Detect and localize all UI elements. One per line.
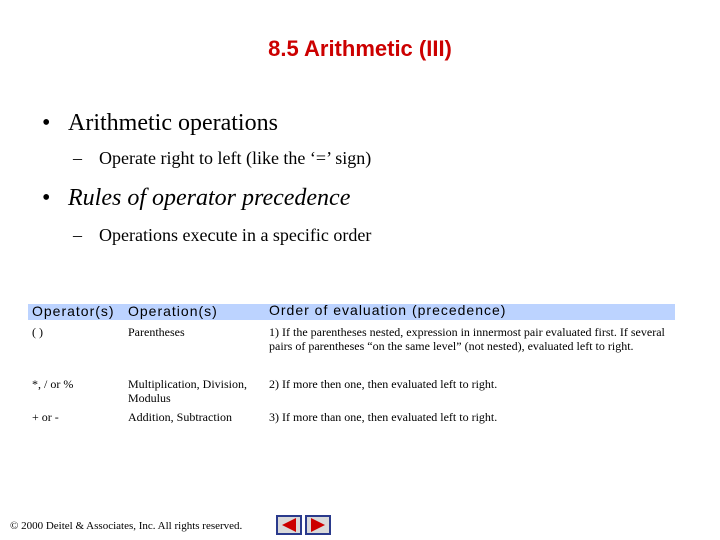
table-row: [28, 325, 675, 377]
sub-bullet-text: Operations execute in a specific order: [99, 225, 372, 245]
cell-operation: Parentheses: [128, 325, 185, 339]
cell-order: 2) If more then one, then evaluated left to right.: [269, 377, 498, 391]
right-arrow-icon: [305, 515, 331, 535]
bullet-text: Arithmetic operations: [68, 110, 278, 136]
table-row: [28, 410, 675, 426]
sub-bullet-specific-order: [73, 225, 371, 246]
cell-operator: + or -: [32, 410, 59, 424]
bullet-marker: •: [42, 110, 51, 136]
header-operations: Operation(s): [128, 303, 218, 319]
slide-title: 8.5 Arithmetic (III): [268, 36, 452, 61]
bullet-arithmetic-operations: [42, 110, 278, 137]
header-order: Order of evaluation (precedence): [269, 302, 507, 318]
table-header: [28, 304, 675, 320]
previous-slide-button[interactable]: [276, 515, 302, 535]
cell-operation: Addition, Subtraction: [128, 410, 232, 424]
bullet-marker: •: [42, 185, 51, 211]
cell-operation: Multiplication, Division, Modulus: [128, 377, 247, 405]
sub-bullet-marker: –: [73, 148, 82, 168]
sub-bullet-operate-right-to-left: [73, 148, 371, 169]
next-slide-button[interactable]: [305, 515, 331, 535]
bullet-operator-precedence: [42, 185, 350, 212]
cell-operator: *, / or %: [32, 377, 74, 391]
copyright-footer: © 2000 Deitel & Associates, Inc. All rights reserved.: [10, 520, 243, 532]
table-row: [28, 377, 675, 410]
cell-operator: ( ): [32, 325, 43, 339]
left-arrow-icon: [276, 515, 302, 535]
sub-bullet-marker: –: [73, 225, 82, 245]
cell-order: 1) If the parentheses nested, expression in innermost pair evaluated first. If several pairs of parentheses “on the same level” (not nested), evaluated left to right.: [269, 325, 665, 353]
sub-bullet-text: Operate right to left (like the ‘=’ sign): [99, 148, 372, 168]
bullet-text: Rules of operator precedence: [68, 185, 351, 211]
header-operators: Operator(s): [32, 303, 115, 319]
precedence-table: [28, 304, 675, 426]
cell-order: 3) If more than one, then evaluated left to right.: [269, 410, 498, 424]
